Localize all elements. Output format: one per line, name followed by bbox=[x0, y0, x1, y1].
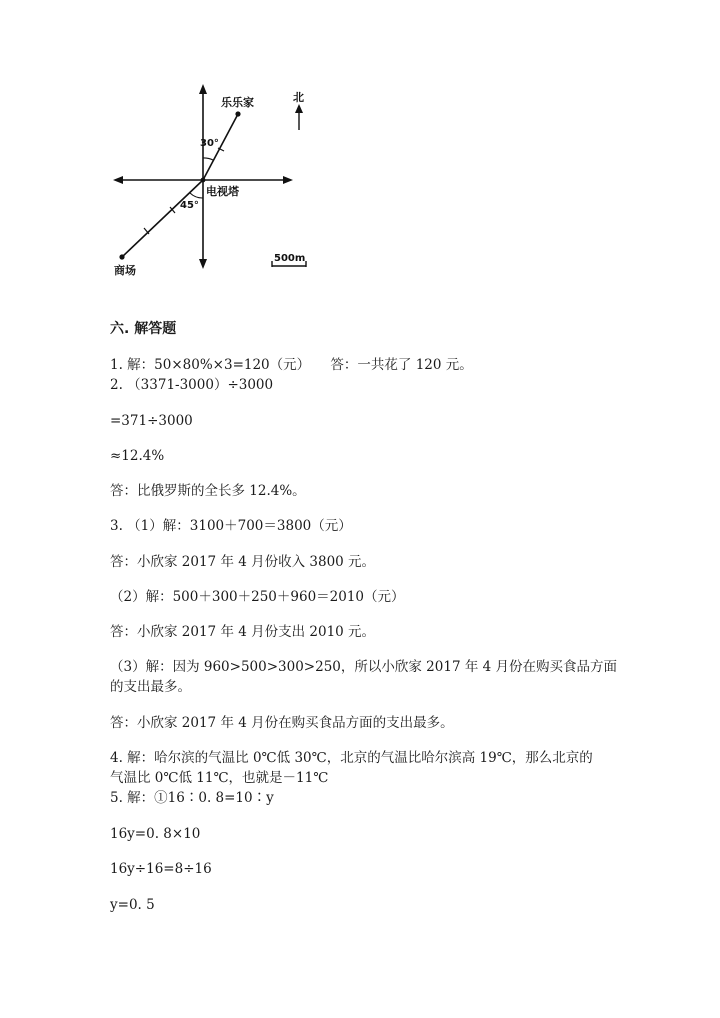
axis-arrow-down bbox=[199, 259, 207, 269]
label-lelejia: 乐乐家 bbox=[221, 96, 254, 109]
answer-line-q3f: 的支出最多。 bbox=[110, 679, 191, 695]
answer-line-q1: 1. 解：50×80%×3=120（元） 答：一共花了 120 元。 bbox=[110, 357, 473, 373]
label-mall: 商场 bbox=[114, 264, 136, 277]
answer-line-q3d: 答：小欣家 2017 年 4 月份支出 2010 元。 bbox=[110, 624, 376, 640]
answer-line-q2c: ≈12.4% bbox=[110, 448, 165, 464]
section-heading: 六. 解答题 bbox=[110, 321, 177, 337]
answer-line-q3g: 答：小欣家 2017 年 4 月份在购买食品方面的支出最多。 bbox=[110, 715, 454, 731]
point-lelejia bbox=[235, 111, 240, 116]
answer-line-q4a: 4. 解：哈尔滨的气温比 0℃低 30℃，北京的气温比哈尔滨高 19℃，那么北京的 bbox=[110, 750, 593, 766]
label-scale: 500m bbox=[274, 253, 306, 264]
north-arrow-head bbox=[295, 104, 303, 113]
answer-line-q3b: 答：小欣家 2017 年 4 月份收入 3800 元。 bbox=[110, 554, 376, 570]
angle-arc-45 bbox=[190, 193, 203, 198]
label-tv-tower: 电视塔 bbox=[206, 185, 239, 198]
answer-line-q4b: 气温比 0℃低 11℃，也就是－11℃ bbox=[110, 770, 329, 786]
answer-line-q5a: 5. 解：①16∶0. 8=10∶y bbox=[110, 790, 274, 806]
axis-arrow-left bbox=[113, 176, 123, 184]
diagram-svg bbox=[0, 0, 720, 300]
label-angle-45: 45° bbox=[180, 200, 199, 211]
direction-diagram bbox=[0, 0, 720, 300]
answer-line-q5b: 16y=0. 8×10 bbox=[110, 826, 201, 842]
axis-arrow-right bbox=[283, 176, 293, 184]
angle-arc-30 bbox=[203, 158, 213, 160]
answer-line-q3a: 3. （1）解：3100＋700＝3800（元） bbox=[110, 518, 352, 534]
answer-line-q2a: 2. （3371-3000）÷3000 bbox=[110, 377, 274, 393]
answer-line-q3c: （2）解：500＋300＋250＋960＝2010（元） bbox=[110, 589, 405, 605]
point-tower bbox=[201, 178, 206, 183]
label-angle-30: 30° bbox=[200, 138, 219, 149]
answer-line-q5c: 16y÷16=8÷16 bbox=[110, 861, 212, 877]
answer-line-q2b: =371÷3000 bbox=[110, 413, 193, 429]
point-mall bbox=[119, 254, 124, 259]
answer-line-q2d: 答：比俄罗斯的全长多 12.4%。 bbox=[110, 483, 306, 499]
label-north: 北 bbox=[293, 91, 304, 104]
answer-line-q3e: （3）解：因为 960>500>300>250，所以小欣家 2017 年 4 月份在购买食品方面 bbox=[110, 659, 617, 675]
answer-line-q5d: y=0. 5 bbox=[110, 897, 155, 913]
line-to-mall bbox=[122, 180, 203, 257]
axis-arrow-up bbox=[199, 84, 207, 94]
